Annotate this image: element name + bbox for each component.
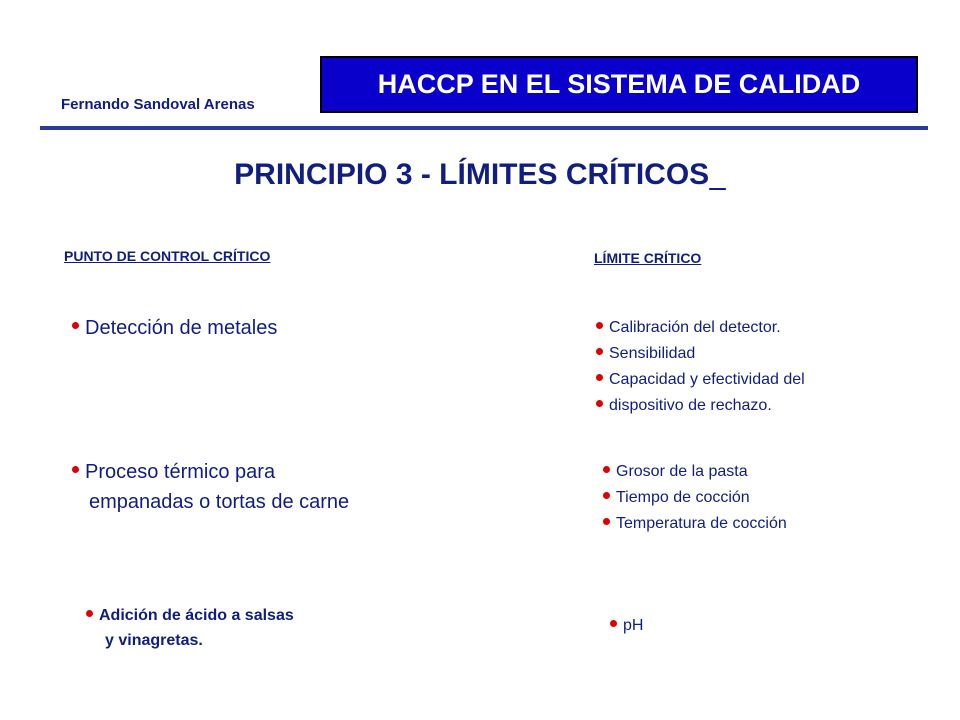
control-point-text: Detección de metales bbox=[85, 317, 278, 339]
bullet-icon bbox=[596, 374, 603, 381]
title-trailing-underline bbox=[709, 158, 726, 191]
control-point-text: Proceso térmico para bbox=[85, 461, 276, 483]
critical-limit-item bbox=[603, 515, 787, 533]
bullet-icon bbox=[603, 492, 610, 499]
control-point-text-continuation: y vinagretas. bbox=[105, 632, 203, 649]
bullet-icon bbox=[86, 610, 93, 617]
critical-limit-text: Grosor de la pasta bbox=[616, 463, 748, 480]
bullet-icon bbox=[72, 322, 79, 329]
bullet-icon bbox=[72, 466, 79, 473]
critical-limit-text: dispositivo de rechazo. bbox=[609, 397, 772, 414]
critical-limit-heading: LÍMITE CRÍTICO bbox=[594, 250, 702, 266]
critical-limit-item bbox=[610, 617, 643, 635]
critical-limit-text: pH bbox=[623, 617, 644, 634]
control-point-item bbox=[86, 607, 294, 625]
critical-limit-text: Calibración del detector. bbox=[609, 319, 781, 336]
slide-title-text: PRINCIPIO 3 - LÍMITES CRÍTICOS bbox=[234, 158, 710, 191]
critical-limit-item bbox=[603, 463, 748, 481]
header-divider bbox=[40, 126, 928, 130]
control-point-text: Adición de ácido a salsas bbox=[99, 607, 294, 624]
control-point-heading: PUNTO DE CONTROL CRÍTICO bbox=[64, 248, 271, 264]
critical-limit-item bbox=[596, 345, 695, 363]
critical-limit-item bbox=[603, 489, 750, 507]
bullet-icon bbox=[596, 322, 603, 329]
bullet-icon bbox=[596, 348, 603, 355]
bullet-icon bbox=[603, 518, 610, 525]
critical-limit-item bbox=[596, 371, 805, 389]
bullet-icon bbox=[596, 400, 603, 407]
control-point-text-continuation: empanadas o tortas de carne bbox=[89, 491, 350, 513]
bullet-icon bbox=[603, 466, 610, 473]
control-point-item bbox=[72, 461, 275, 484]
critical-limit-item bbox=[596, 319, 781, 337]
slide-title bbox=[0, 158, 960, 192]
critical-limit-item bbox=[596, 397, 772, 415]
author-name: Fernando Sandoval Arenas bbox=[61, 96, 255, 113]
critical-limit-text: Capacidad y efectividad del bbox=[609, 371, 805, 388]
critical-limit-text: Temperatura de cocción bbox=[616, 515, 787, 532]
critical-limit-text: Tiempo de cocción bbox=[616, 489, 750, 506]
title-banner: HACCP EN EL SISTEMA DE CALIDAD bbox=[320, 56, 918, 113]
bullet-icon bbox=[610, 620, 617, 627]
critical-limit-text: Sensibilidad bbox=[609, 345, 696, 362]
control-point-item bbox=[72, 317, 277, 340]
